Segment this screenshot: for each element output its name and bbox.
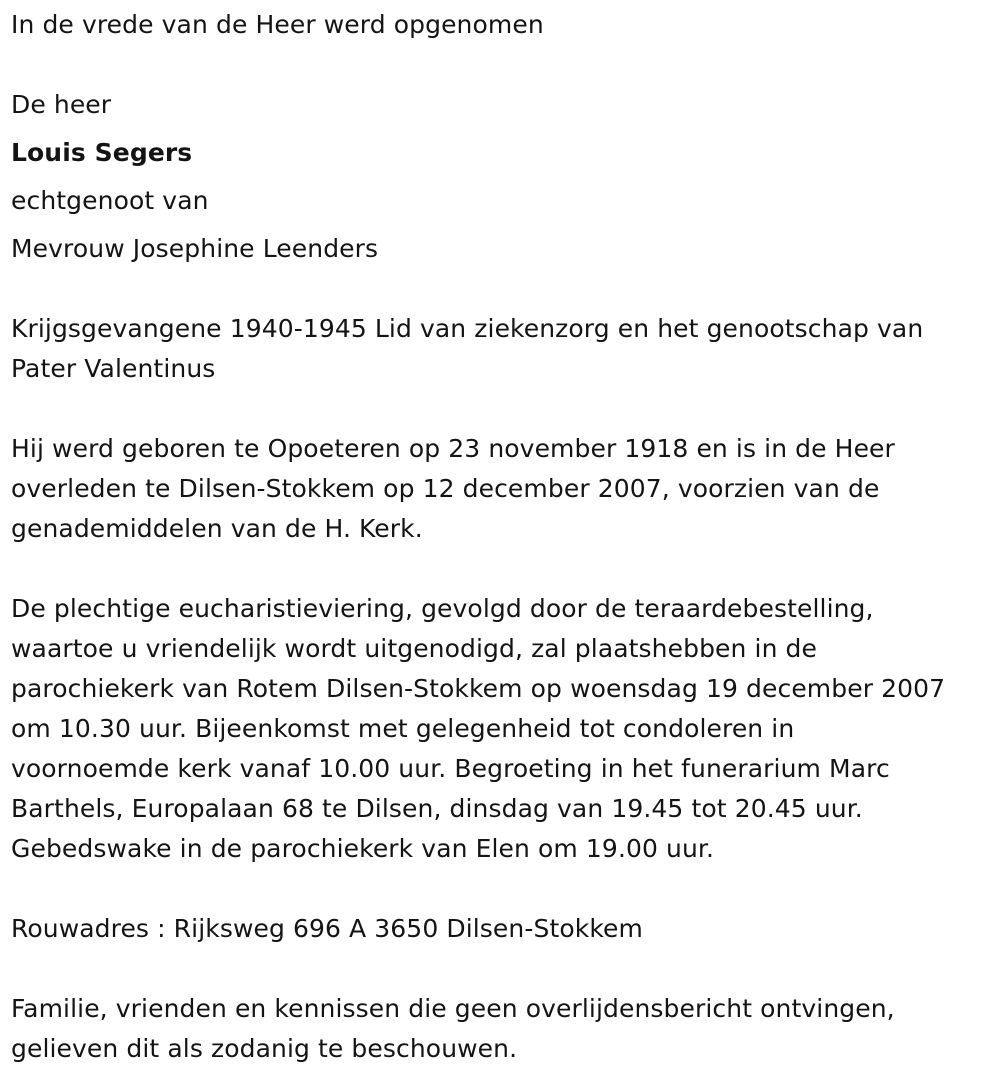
- ceremony-line: om 10.30 uur. Bijeenkomst met gelegenheid tot condoleren in: [11, 714, 795, 743]
- ceremony-line: voornoemde kerk vanaf 10.00 uur. Begroeting in het funerarium Marc: [11, 754, 890, 783]
- ceremony-line: De plechtige eucharistieviering, gevolgd door de teraardebestelling,: [11, 594, 874, 623]
- biography-line: Pater Valentinus: [11, 354, 216, 383]
- address-paragraph: [11, 909, 992, 949]
- ceremony-paragraph: [11, 589, 992, 869]
- birth-death-line: Hij werd geboren te Opoeteren op 23 november 1918 en is in de Heer: [11, 434, 895, 463]
- opening-line: In de vrede van de Heer werd opgenomen: [11, 10, 544, 39]
- biography-line: Krijgsgevangene 1940-1945 Lid van ziekenzorg en het genootschap van: [11, 314, 924, 343]
- closing-line: Familie, vrienden en kennissen die geen overlijdensbericht ontvingen,: [11, 994, 895, 1023]
- birth-death-line: overleden te Dilsen-Stokkem op 12 december 2007, voorzien van de: [11, 474, 880, 503]
- closing-line: gelieven dit als zodanig te beschouwen.: [11, 1034, 518, 1063]
- spouse-name: Mevrouw Josephine Leenders: [11, 234, 379, 263]
- birth-death-line: genademiddelen van de H. Kerk.: [11, 514, 423, 543]
- closing-paragraph: [11, 989, 992, 1069]
- biography-paragraph: [11, 309, 992, 389]
- spouse-label: echtgenoot van: [11, 186, 209, 215]
- birth-death-paragraph: [11, 429, 992, 549]
- ceremony-line: waartoe u vriendelijk wordt uitgenodigd, zal plaatshebben in de: [11, 634, 818, 663]
- ceremony-line: Gebedswake in de parochiekerk van Elen om 19.00 uur.: [11, 834, 715, 863]
- ceremony-line: parochiekerk van Rotem Dilsen-Stokkem op woensdag 19 december 2007: [11, 674, 946, 703]
- deceased-name: Louis Segers: [11, 138, 193, 167]
- ceremony-line: Barthels, Europalaan 68 te Dilsen, dinsdag van 19.45 tot 20.45 uur.: [11, 794, 863, 823]
- deceased-block: [11, 85, 992, 269]
- honorific: De heer: [11, 90, 112, 119]
- mourning-address: Rouwadres : Rijksweg 696 A 3650 Dilsen-Stokkem: [11, 914, 643, 943]
